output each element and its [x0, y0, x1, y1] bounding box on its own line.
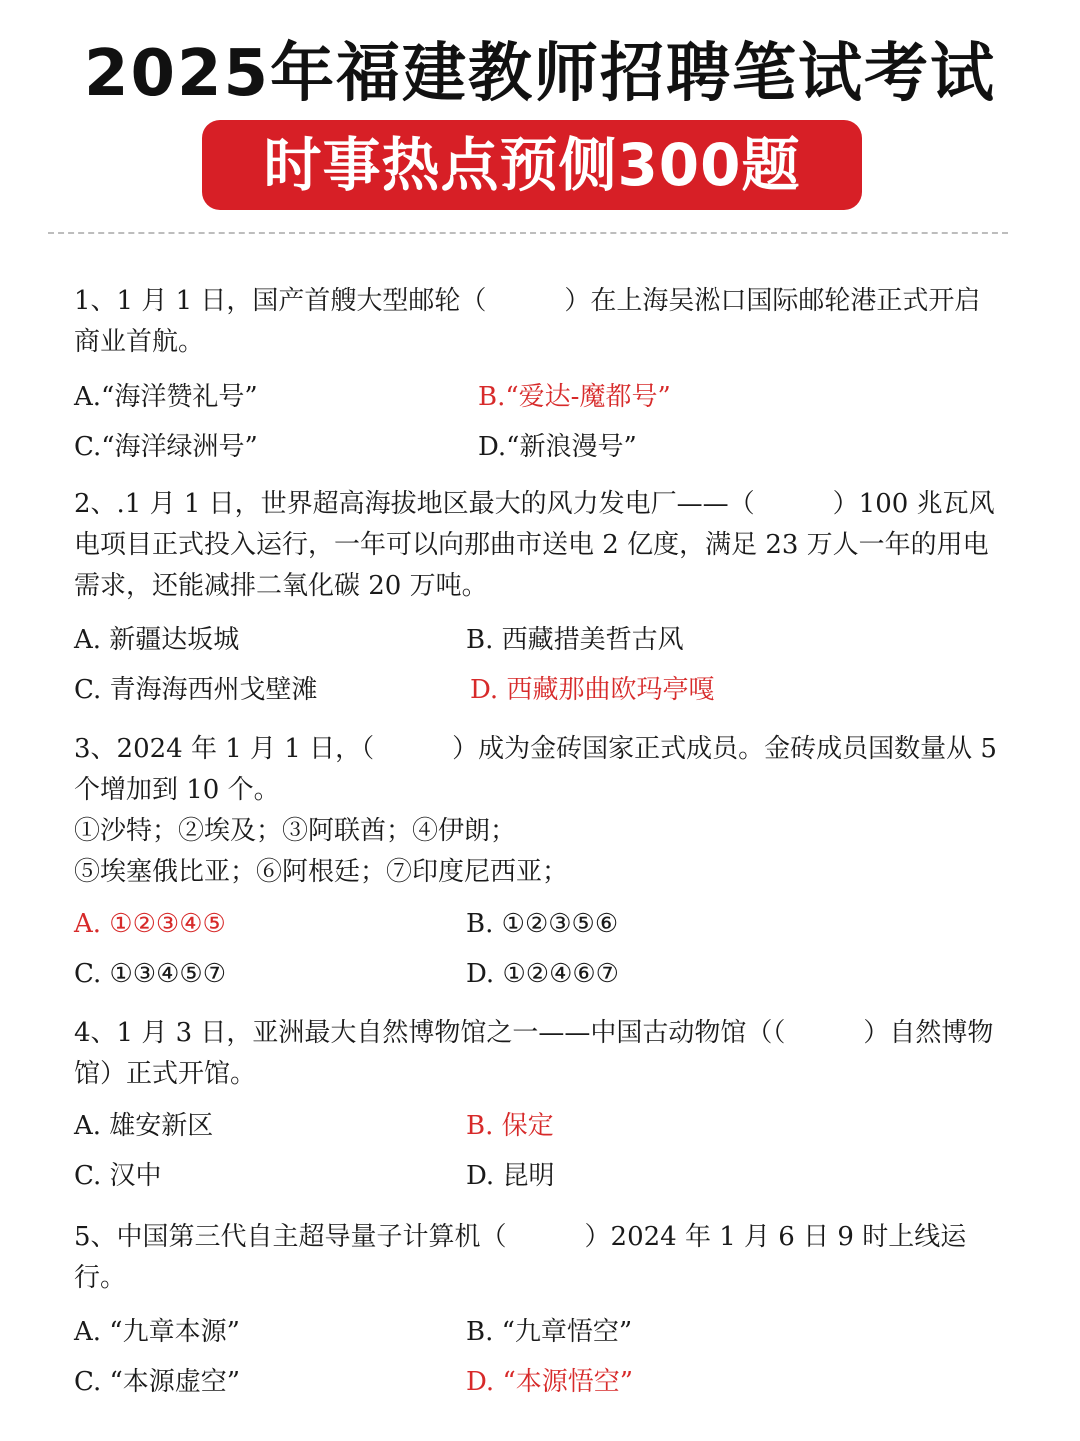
option-row	[74, 422, 1004, 472]
option-b: B. ①②③⑤⑥	[466, 909, 619, 939]
option-row	[74, 1151, 1004, 1201]
page-title: 2025年福建教师招聘笔试考试	[83, 37, 997, 111]
option-b: B. 西藏措美哲古风	[466, 625, 684, 655]
option-c: C. “本源虚空”	[74, 1367, 241, 1397]
option-row	[74, 1101, 1004, 1151]
option-c: C. 青海海西州戈壁滩	[74, 675, 318, 705]
option-row	[74, 899, 1004, 949]
option-a: A. 雄安新区	[74, 1111, 214, 1141]
choice-list-line: ①沙特；②埃及；③阿联酋；④伊朗；	[74, 816, 517, 846]
question-stem: 1、1 月 1 日，国产首艘大型邮轮（ ）在上海吴淞口国际邮轮港正式开启商业首航。	[74, 286, 981, 357]
option-d: D.“新浪漫号”	[478, 432, 637, 462]
question-stem: 2、.1 月 1 日，世界超高海拔地区最大的风力发电厂——（ ）100 兆瓦风电项目正式投入运行，一年可以向那曲市送电 2 亿度，满足 23 万人一年的用电需求，还能减排二氧化碳 20 万吨。	[74, 489, 995, 601]
dashed-divider	[48, 232, 1008, 234]
question-stem: 5、中国第三代自主超导量子计算机（ ）2024 年 1 月 6 日 9 时上线运行。	[74, 1222, 967, 1293]
question-stem: 4、1 月 3 日，亚洲最大自然博物馆之一——中国古动物馆（（ ）自然博物馆）正式开馆。	[74, 1018, 994, 1089]
option-row	[74, 1357, 1004, 1407]
option-a: A. “九章本源”	[74, 1317, 240, 1347]
option-a-correct: A. ①②③④⑤	[74, 909, 226, 939]
option-a: A. 新疆达坂城	[74, 625, 240, 655]
option-c: C.“海洋绿洲号”	[74, 432, 258, 462]
question-1	[74, 281, 1004, 472]
option-d-correct: D. 西藏那曲欧玛亭嘎	[470, 675, 715, 705]
option-row	[74, 372, 1004, 422]
question-stem: 3、2024 年 1 月 1 日，（ ）成为金砖国家正式成员。金砖成员国数量从 5 个增加到 10 个。	[74, 734, 997, 805]
option-b: B. “九章悟空”	[466, 1317, 633, 1347]
option-d-correct: D. “本源悟空”	[466, 1367, 634, 1397]
option-row	[74, 1307, 1004, 1357]
question-3	[74, 729, 1004, 999]
option-row	[74, 615, 1004, 665]
option-row	[74, 665, 1004, 715]
option-row	[74, 949, 1004, 999]
question-5	[74, 1217, 1004, 1407]
option-d: D. 昆明	[466, 1161, 555, 1191]
option-d: D. ①②④⑥⑦	[466, 959, 619, 989]
option-c: C. ①③④⑤⑦	[74, 959, 227, 989]
option-a: A.“海洋赞礼号”	[74, 382, 258, 412]
option-b-correct: B.“爱达-魔都号”	[478, 382, 671, 412]
question-2	[74, 484, 1004, 715]
option-c: C. 汉中	[74, 1161, 162, 1191]
option-b-correct: B. 保定	[466, 1111, 554, 1141]
title-banner: 时事热点预侧300题	[202, 120, 862, 210]
question-4	[74, 1013, 1004, 1201]
choice-list-line: ⑤埃塞俄比亚；⑥阿根廷；⑦印度尼西亚；	[74, 857, 569, 887]
